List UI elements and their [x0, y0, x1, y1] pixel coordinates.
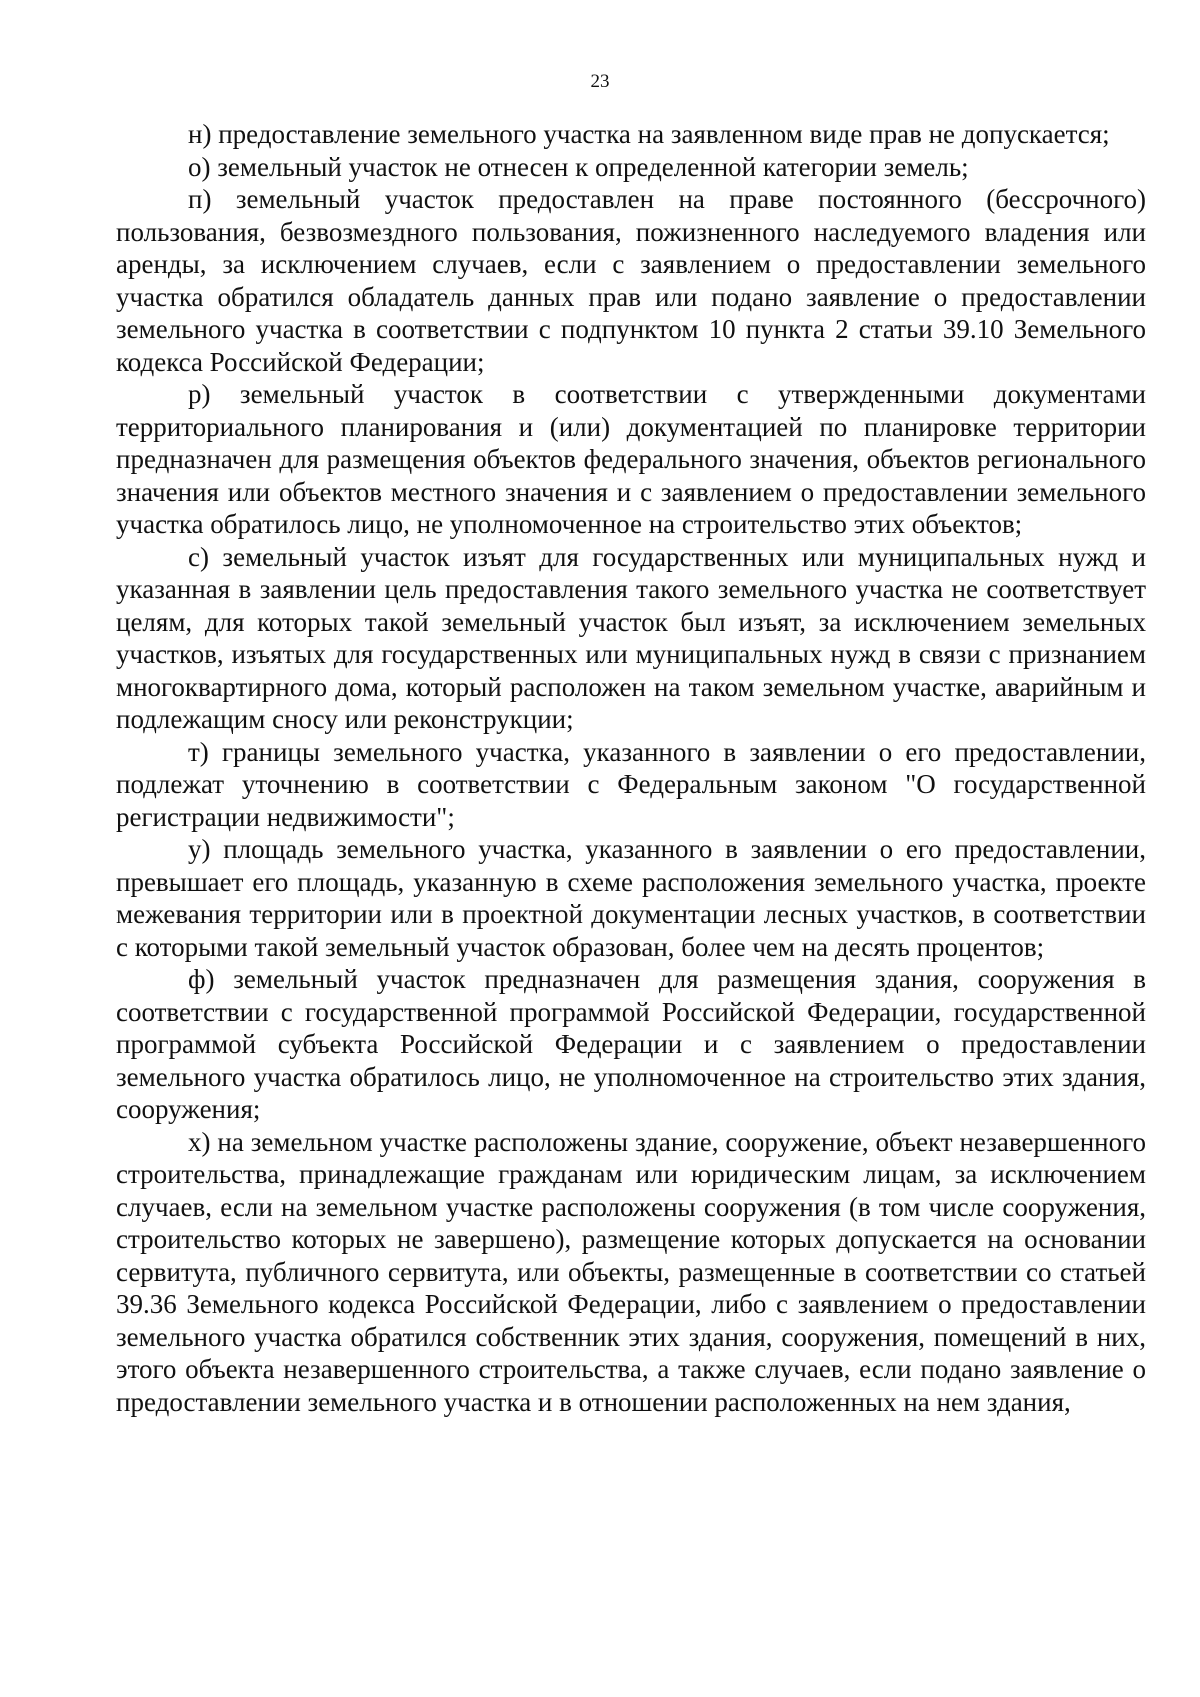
paragraph-kh: х) на земельном участке расположены здание, сооружение, объект незавершенного строительства, принадлежащие гражданам или юридическим лицам, за исключением случаев, если на земельном участке расположены сооружения (в том числе сооружения, строительство которых не завершено), размещение которых допускается на основании сервитута, публичного сервитута, или объекты, размещенные в соответствии со статьей 39.36 Земельного кодекса Российской Федерации, либо с заявлением о предоставлении земельного участка обратился собственник этих здания, сооружения, помещений в них, этого объекта незавершенного строительства, а также случаев, если подано заявление о предоставлении земельного участка и в отношении расположенных на нем здания, [116, 1126, 1146, 1417]
paragraph-t: т) границы земельного участка, указанного в заявлении о его предоставлении, подлежат уточнению в соответствии с Федеральным законом "О государственной регистрации недвижимости"; [116, 736, 1146, 832]
paragraph-u: у) площадь земельного участка, указанного в заявлении о его предоставлении, превышает его площадь, указанную в схеме расположения земельного участка, проекте межевания территории или в проектной документации лесных участков, в соответствии с которыми такой земельный участок образован, более чем на десять процентов; [116, 834, 1146, 962]
paragraph-r: р) земельный участок в соответствии с утвержденными документами территориального планирования и (или) документацией по планировке территории предназначен для размещения объектов федерального значения, объектов регионального значения или объектов местного значения и с заявлением о предоставлении земельного участка обратилось лицо, не уполномоченное на строительство этих объектов; [116, 379, 1146, 539]
page-number: 23 [590, 71, 610, 92]
paragraph-s: с) земельный участок изъят для государственных или муниципальных нужд и указанная в заявлении цель предоставления такого земельного участка не соответствует целям, для которых такой земельный участок был изъят, за исключением земельных участков, изъятых для государственных или муниципальных нужд в связи с признанием многоквартирного дома, который расположен на таком земельном участке, аварийным и подлежащим сносу или реконструкции; [116, 541, 1146, 734]
paragraph-f: ф) земельный участок предназначен для размещения здания, сооружения в соответствии с государственной программой Российской Федерации, государственной программой субъекта Российской Федерации и с заявлением о предоставлении земельного участка обратилось лицо, не уполномоченное на строительство этих здания, сооружения; [116, 964, 1146, 1124]
paragraph-p: п) земельный участок предоставлен на праве постоянного (бессрочного) пользования, безвозмездного пользования, пожизненного наследуемого владения или аренды, за исключением случаев, если с заявлением о предоставлении земельного участка обратился обладатель данных прав или подано заявление о предоставлении земельного участка в соответствии с подпунктом 10 пункта 2 статьи 39.10 Земельного кодекса Российской Федерации; [116, 184, 1146, 377]
paragraph-n: н) предоставление земельного участка на заявленном виде прав не допускается; [188, 119, 1110, 149]
paragraph-o: о) земельный участок не отнесен к определенной категории земель; [188, 151, 969, 182]
document-body [116, 118, 1146, 1418]
